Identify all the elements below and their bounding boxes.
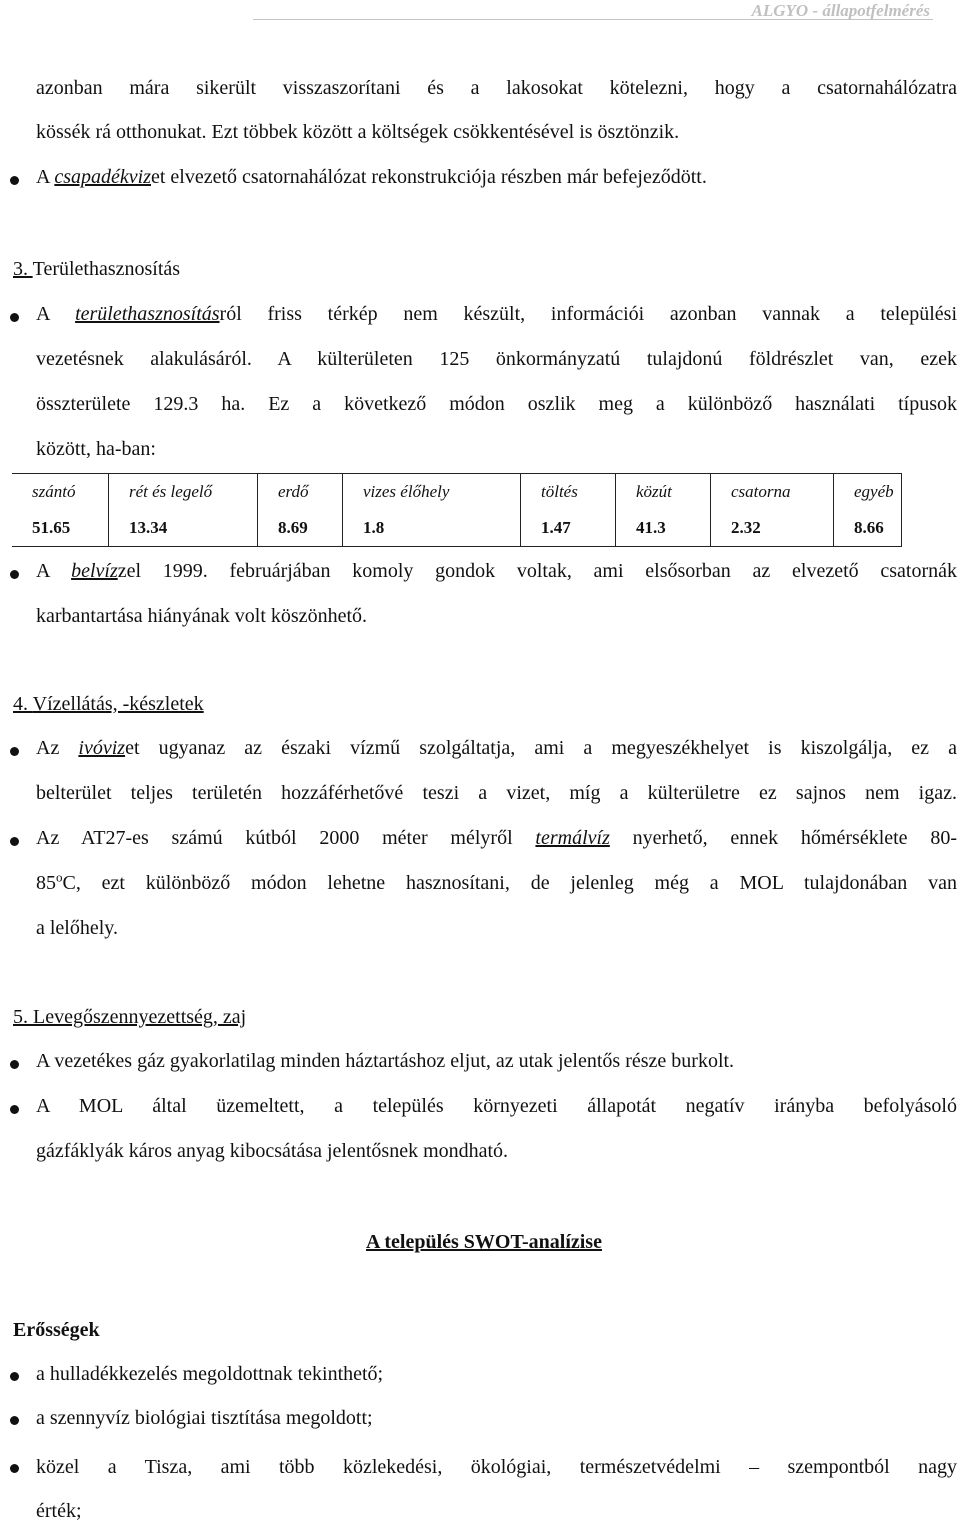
bullet-terulet-line-3: összterülete 129.3 ha. Ez a következő módon oszlik meg a különböző használati típusok [36,393,957,415]
table-cell: 51.65 [12,510,109,547]
teruletehasznositas-link[interactable]: területhasznosítás [75,303,220,325]
table-header-cell: vizes élőhely [343,474,521,511]
bullet-csapadekviz [36,155,957,199]
table-cell: 8.66 [834,510,902,547]
table-cell: 1.8 [343,510,521,547]
bullet-belviz-line-2: karbantartása hiányának volt köszönhető. [36,605,367,627]
section-3-number: 3. [13,258,33,280]
bullet-terulet-line-1 [36,292,957,336]
strengths-heading: Erősségek [13,1319,100,1341]
bullet-terulet-line-4: között, ha-ban: [36,438,156,460]
ivoviz-link[interactable]: ivóviz [78,737,126,759]
bullet-ivoviz-line-2: belterület teljes területén hozzáférhetővé teszi a vizet, míg a külterületre ez sajnos nem igaz. [36,782,957,804]
strength-item-2: a szennyvíz biológiai tisztítása megoldott; [36,1407,373,1429]
section-3-heading [13,247,180,291]
bullet-mol-line-1: A MOL által üzemeltett, a település környezeti állapotát negatív irányba befolyásoló [36,1095,957,1117]
table-cell: 2.32 [711,510,834,547]
land-use-table [12,473,902,547]
bullet-icon [10,1060,19,1069]
table-cell: 13.34 [109,510,258,547]
table-cell: 8.69 [258,510,343,547]
bullet-icon [10,1372,19,1381]
bullet-text-pre: Az [36,737,79,759]
section-4-heading [13,682,204,726]
bullet-icon [10,837,19,846]
table-header-cell: erdő [258,474,343,511]
table-cell: 41.3 [616,510,711,547]
bullet-text-post: C, ezt különböző módon lehetne hasznosítani, de jelenleg még a MOL tulajdonában van [62,872,957,894]
bullet-icon [10,176,19,185]
bullet-termal-line-2 [36,861,957,905]
csapadekviz-link[interactable]: csapadékviz [54,166,151,188]
section-3-title: Területhasznosítás [32,258,181,280]
bullet-text-post: et ugyanaz az északi vízmű szolgáltatja, ami a megyeszékhelyet is kiszolgálja, ez a [125,737,958,759]
bullet-text-post: et elvezető csatornahálózat rekonstrukciója részben már befejeződött. [150,166,707,188]
strength-item-3-line-1: közel a Tisza, ami több közlekedési, ökológiai, természetvédelmi – szempontból nagy [36,1456,957,1478]
bullet-icon [10,570,19,579]
section-5-number: 5. [13,1006,33,1028]
bullet-text-post: nyerhető, ennek hőmérséklete 80- [609,827,958,849]
bullet-ivoviz-line-1 [36,726,957,770]
paragraph-continuation-line-2: kössék rá otthonukat. Ezt többek között a költségek csökkentésével is ösztönzik. [36,121,680,143]
table-header-cell: töltés [521,474,616,511]
bullet-icon [10,1105,19,1114]
termalviz-link[interactable]: termálvíz [535,827,610,849]
running-header [0,0,960,22]
degree-superscript: o [56,869,63,885]
belviz-link[interactable]: belvíz [71,560,118,582]
table-header-cell: szántó [12,474,109,511]
temperature-number: 85 [36,872,56,894]
bullet-text-pre: A [36,560,72,582]
table-header-cell: közút [616,474,711,511]
bullet-termal-line-1 [36,816,957,860]
section-5-heading [13,995,246,1039]
strength-item-3-line-2: érték; [36,1500,82,1522]
bullet-text-pre: A [36,303,76,325]
section-4-number: 4. [13,693,33,715]
bullet-icon [10,747,19,756]
table-header-row [12,474,902,511]
bullet-text-pre: Az AT27-es számú kútból 2000 méter mélyről [36,827,536,849]
paragraph-continuation-line-1: azonban mára sikerült visszaszorítani és a lakosokat kötelezni, hogy a csatornahálózatra [36,77,957,99]
bullet-text-post: zel 1999. februárjában komoly gondok voltak, ami elsősorban az elvezető csatornák [117,560,957,582]
bullet-belviz-line-1 [36,549,957,593]
running-header-title: ALGYO - állapotfelmérés [751,1,930,20]
swot-title: A település SWOT-analízise [366,1231,602,1253]
bullet-termal-line-3: a lelőhely. [36,917,119,939]
section-4-title: Vízellátás, -készletek [32,693,204,715]
strength-item-1: a hulladékkezelés megoldottnak tekinthető; [36,1363,384,1385]
table-cell: 1.47 [521,510,616,547]
bullet-icon [10,313,19,322]
bullet-gaz: A vezetékes gáz gyakorlatilag minden háztartáshoz eljut, az utak jelentős része burkolt. [36,1050,735,1072]
table-row [12,510,902,547]
table-header-cell: csatorna [711,474,834,511]
bullet-terulet-line-2: vezetésnek alakulásáról. A külterületen 125 önkormányzatú tulajdonú földrészlet van, ezek [36,348,957,370]
table-header-cell: egyéb [834,474,902,511]
bullet-icon [10,1464,19,1473]
bullet-text-pre: A [36,166,55,188]
bullet-text-post: ról friss térkép nem készült, információi azonban vannak a települési [219,303,958,325]
bullet-mol-line-2: gázfáklyák káros anyag kibocsátása jelentősnek mondható. [36,1140,509,1162]
section-5-title: Levegőszennyezettség, zaj [33,1006,247,1028]
table-header-cell: rét és legelő [109,474,258,511]
bullet-icon [10,1416,19,1425]
